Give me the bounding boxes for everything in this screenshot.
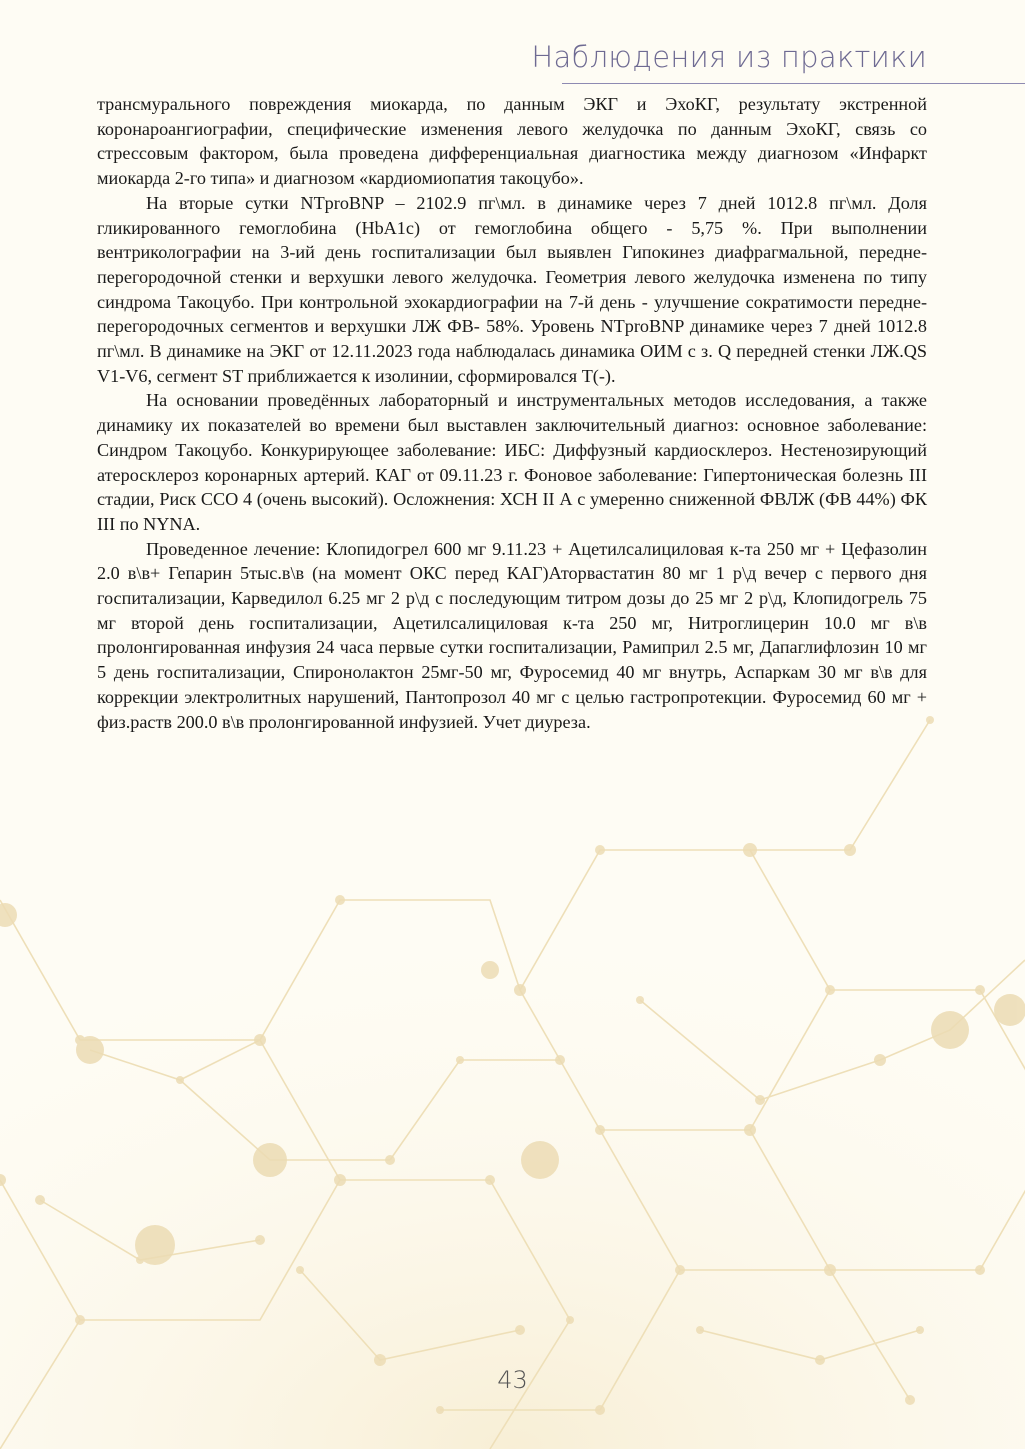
paragraph-final-diagnosis: На основании проведённых лабораторный и инструментальных методов исследования, а также динамику их показателей во времени был выставлен заключительный диагноз: основное заболевание: Синдром Такоцубо. Конкурирующее заболевание: ИБС: Диффузный кардиосклероз. Нестенозирующий атеросклероз коронарных артерий. КАГ от 09.11.23 г. Фоновое заболевание: Гипертоническая болезнь III стадии, Риск ССО 4 (очень высокий). Осложнения: ХСН II А с умеренно сниженной ФВЛЖ (ФВ 44%) ФК III по NYNA. <box>97 390 927 534</box>
article-body <box>97 92 927 734</box>
paragraph-treatment: Проведенное лечение: Клопидогрел 600 мг 9.11.23 + Ацетилсалициловая к-та 250 мг + Цефазолин 2.0 в\в+ Гепарин 5тыс.в\в (на момент ОКС перед КАГ)Аторвастатин 80 мг 1 р\д вечер с первого дня госпитализации, Карведилол 6.25 мг 2 р\д с последующим титром дозы до 25 мг 2 р\д, Клопидогрель 75 мг второй день госпитализации, Ацетилсалициловая к-та 250 мг, Нитроглицерин 10.0 мг в\в пролонгированная инфузия 24 часа первые сутки госпитализации, Рамиприл 2.5 мг, Дапаглифлозин 10 мг 5 день госпитализации, Спиронолактон 25мг-50 мг, Фуросемид 40 мг внутрь, Аспаркам 30 мг в\в для коррекции электролитных нарушений, Пантопрозол 40 мг с целью гастропротекции. Фуросемид 60 мг + физ.раств 200.0 в\в пролонгированной инфузией. Учет диуреза. <box>97 538 927 732</box>
page-number: 43 <box>497 1366 528 1394</box>
paragraph-lab-results: На вторые сутки NTproBNP – 2102.9 пг\мл. в динамике через 7 дней 1012.8 пг\мл. Доля гликированного гемоглобина (HbA1c) от гемоглобина общего - 5,75 %. При выполнении вентрикологрaфии на 3-ий день госпитализации был выявлен Гипокинез диафрагмальной, передне-перегородочной стенки и верхушки левого желудочка. Геометрия левого желудочка изменена по типу синдрома Такоцубо. При контрольной эхокардиографии на 7-й день - улучшение сократимости передне-перегородочных сегментов и верхушки ЛЖ ФВ- 58%. Уровень NTproBNP динамике через 7 дней 1012.8 пг\мл. В динамике на ЭКГ от 12.11.2023 года наблюдалась динамика ОИМ с з. Q передней стенки ЛЖ.QS V1-V6, сегмент ST приближается к изолинии, сформировался T(-). <box>97 192 927 386</box>
header-divider <box>562 83 1025 84</box>
paragraph-continuation: трансмурального повреждения миокарда, по данным ЭКГ и ЭхоКГ, результату экстренной коронароангиографии, специфические изменения левого желудочка по данным ЭхоКГ, связь со стрессовым фактором, была проведена дифференциальная диагностика между диагнозом «Инфаркт миокарда 2-го типа» и диагнозом «кардиомиопатия такоцубо». <box>97 94 927 189</box>
section-title: Наблюдения из практики <box>531 40 927 74</box>
